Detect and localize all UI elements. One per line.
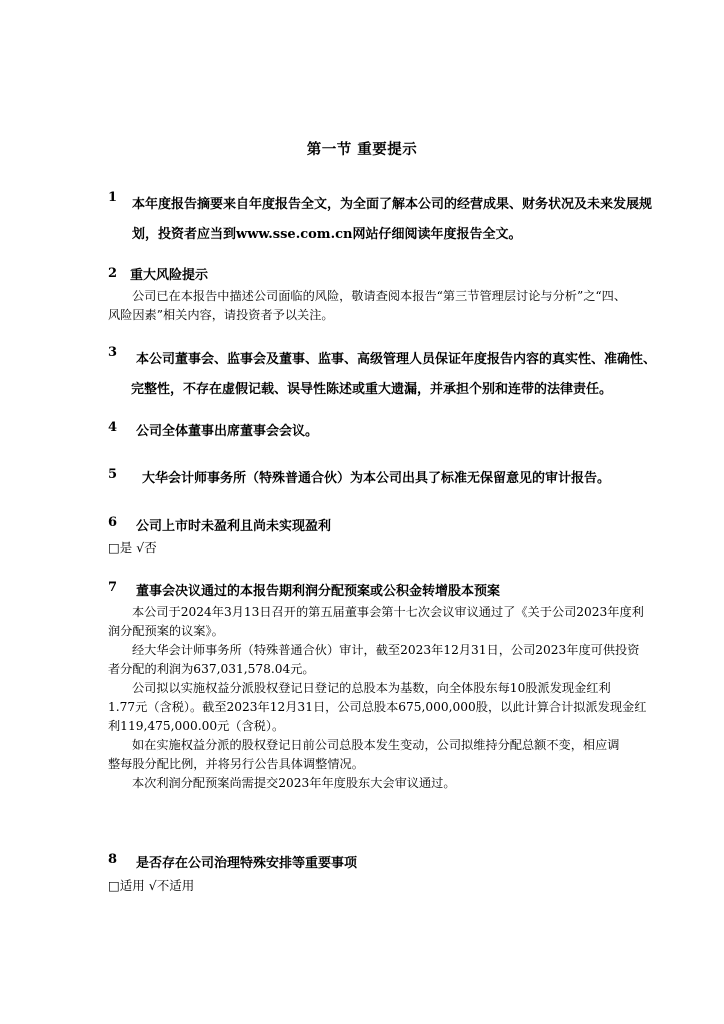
- item-number: 7: [108, 580, 118, 595]
- item-7-p3-line-2: 1.77元（含税）。截至2023年12月31日，公司总股本675,000,000股，以此计算合计拟派发现金红: [108, 700, 647, 714]
- item-7-p4-line-1: 如在实施权益分派的股权登记日前公司总股本发生变动，公司拟维持分配总额不变，相应调: [132, 738, 620, 752]
- item-2-heading: 重大风险提示: [130, 268, 209, 283]
- item-number: 2: [108, 266, 118, 281]
- item-number: 5: [108, 467, 118, 482]
- section-title: 第一节 重要提示: [306, 141, 418, 158]
- item-7-p3-line-3: 利119,475,000.00元（含税）。: [108, 719, 285, 733]
- item-5: [108, 467, 648, 486]
- item-number: 6: [108, 515, 118, 530]
- item-8-heading: 是否存在公司治理特殊安排等重要事项: [136, 856, 358, 871]
- item-7-p5: 本次利润分配预案尚需提交2023年年度股东大会审议通过。: [132, 776, 456, 790]
- item-8-options: □适用 √不适用: [108, 878, 195, 893]
- item-2-body-line-1: 公司已在本报告中描述公司面临的风险，敬请查阅本报告“第三节管理层讨论与分析”之“四、: [132, 289, 627, 303]
- item-2-body-line-2: 风险因素”相关内容，请投资者予以关注。: [108, 308, 334, 322]
- item-1-line-2: 划，投资者应当到www.sse.com.cn网站仔细阅读年度报告全文。: [132, 227, 522, 242]
- item-7-body: [108, 603, 648, 793]
- item-4: [108, 420, 648, 439]
- item-7: [108, 580, 648, 599]
- item-3-line-1: 本公司董事会、监事会及董事、监事、高级管理人员保证年度报告内容的真实性、准确性、: [136, 352, 657, 367]
- item-6: [108, 515, 648, 534]
- item-6-heading: 公司上市时未盈利且尚未实现盈利: [136, 519, 332, 534]
- item-2: [108, 266, 648, 285]
- item-7-heading: 董事会决议通过的本报告期利润分配预案或公积金转增股本预案: [136, 584, 501, 599]
- item-7-p3-line-1: 公司拟以实施权益分派股权登记日登记的总股本为基数，向全体股东每10股派发现金红利: [132, 681, 611, 695]
- item-1: [108, 190, 653, 250]
- item-1-line-1: 本年度报告摘要来自年度报告全文，为全面了解本公司的经营成果、财务状况及未来发展规: [132, 197, 653, 212]
- item-7-p2-line-1: 经大华会计师事务所（特殊普通合伙）审计，截至2023年12月31日，公司2023年度可供投资: [132, 643, 640, 657]
- item-7-p4-line-2: 整每股分配比例，并将另行公告具体调整情况。: [108, 757, 364, 771]
- item-number: 3: [108, 345, 118, 360]
- item-5-heading: 大华会计师事务所（特殊普通合伙）为本公司出具了标准无保留意见的审计报告。: [142, 471, 611, 486]
- item-2-body: [108, 287, 648, 325]
- item-7-p1-line-2: 润分配预案的议案》。: [108, 624, 224, 638]
- item-6-options: □是 √否: [108, 540, 157, 555]
- item-3-line-2: 完整性，不存在虚假记载、误导性陈述或重大遗漏，并承担个别和连带的法律责任。: [131, 382, 613, 397]
- item-number: 1: [108, 190, 118, 205]
- item-number: 8: [108, 852, 118, 867]
- item-8: [108, 852, 648, 871]
- item-4-heading: 公司全体董事出席董事会会议。: [136, 424, 319, 439]
- item-number: 4: [108, 420, 118, 435]
- item-7-p2-line-2: 者分配的利润为637,031,578.04元。: [108, 662, 315, 676]
- item-7-p1-line-1: 本公司于2024年3月13日召开的第五届董事会第十七次会议审议通过了《关于公司2023年度利: [132, 605, 644, 619]
- item-3: [108, 345, 657, 405]
